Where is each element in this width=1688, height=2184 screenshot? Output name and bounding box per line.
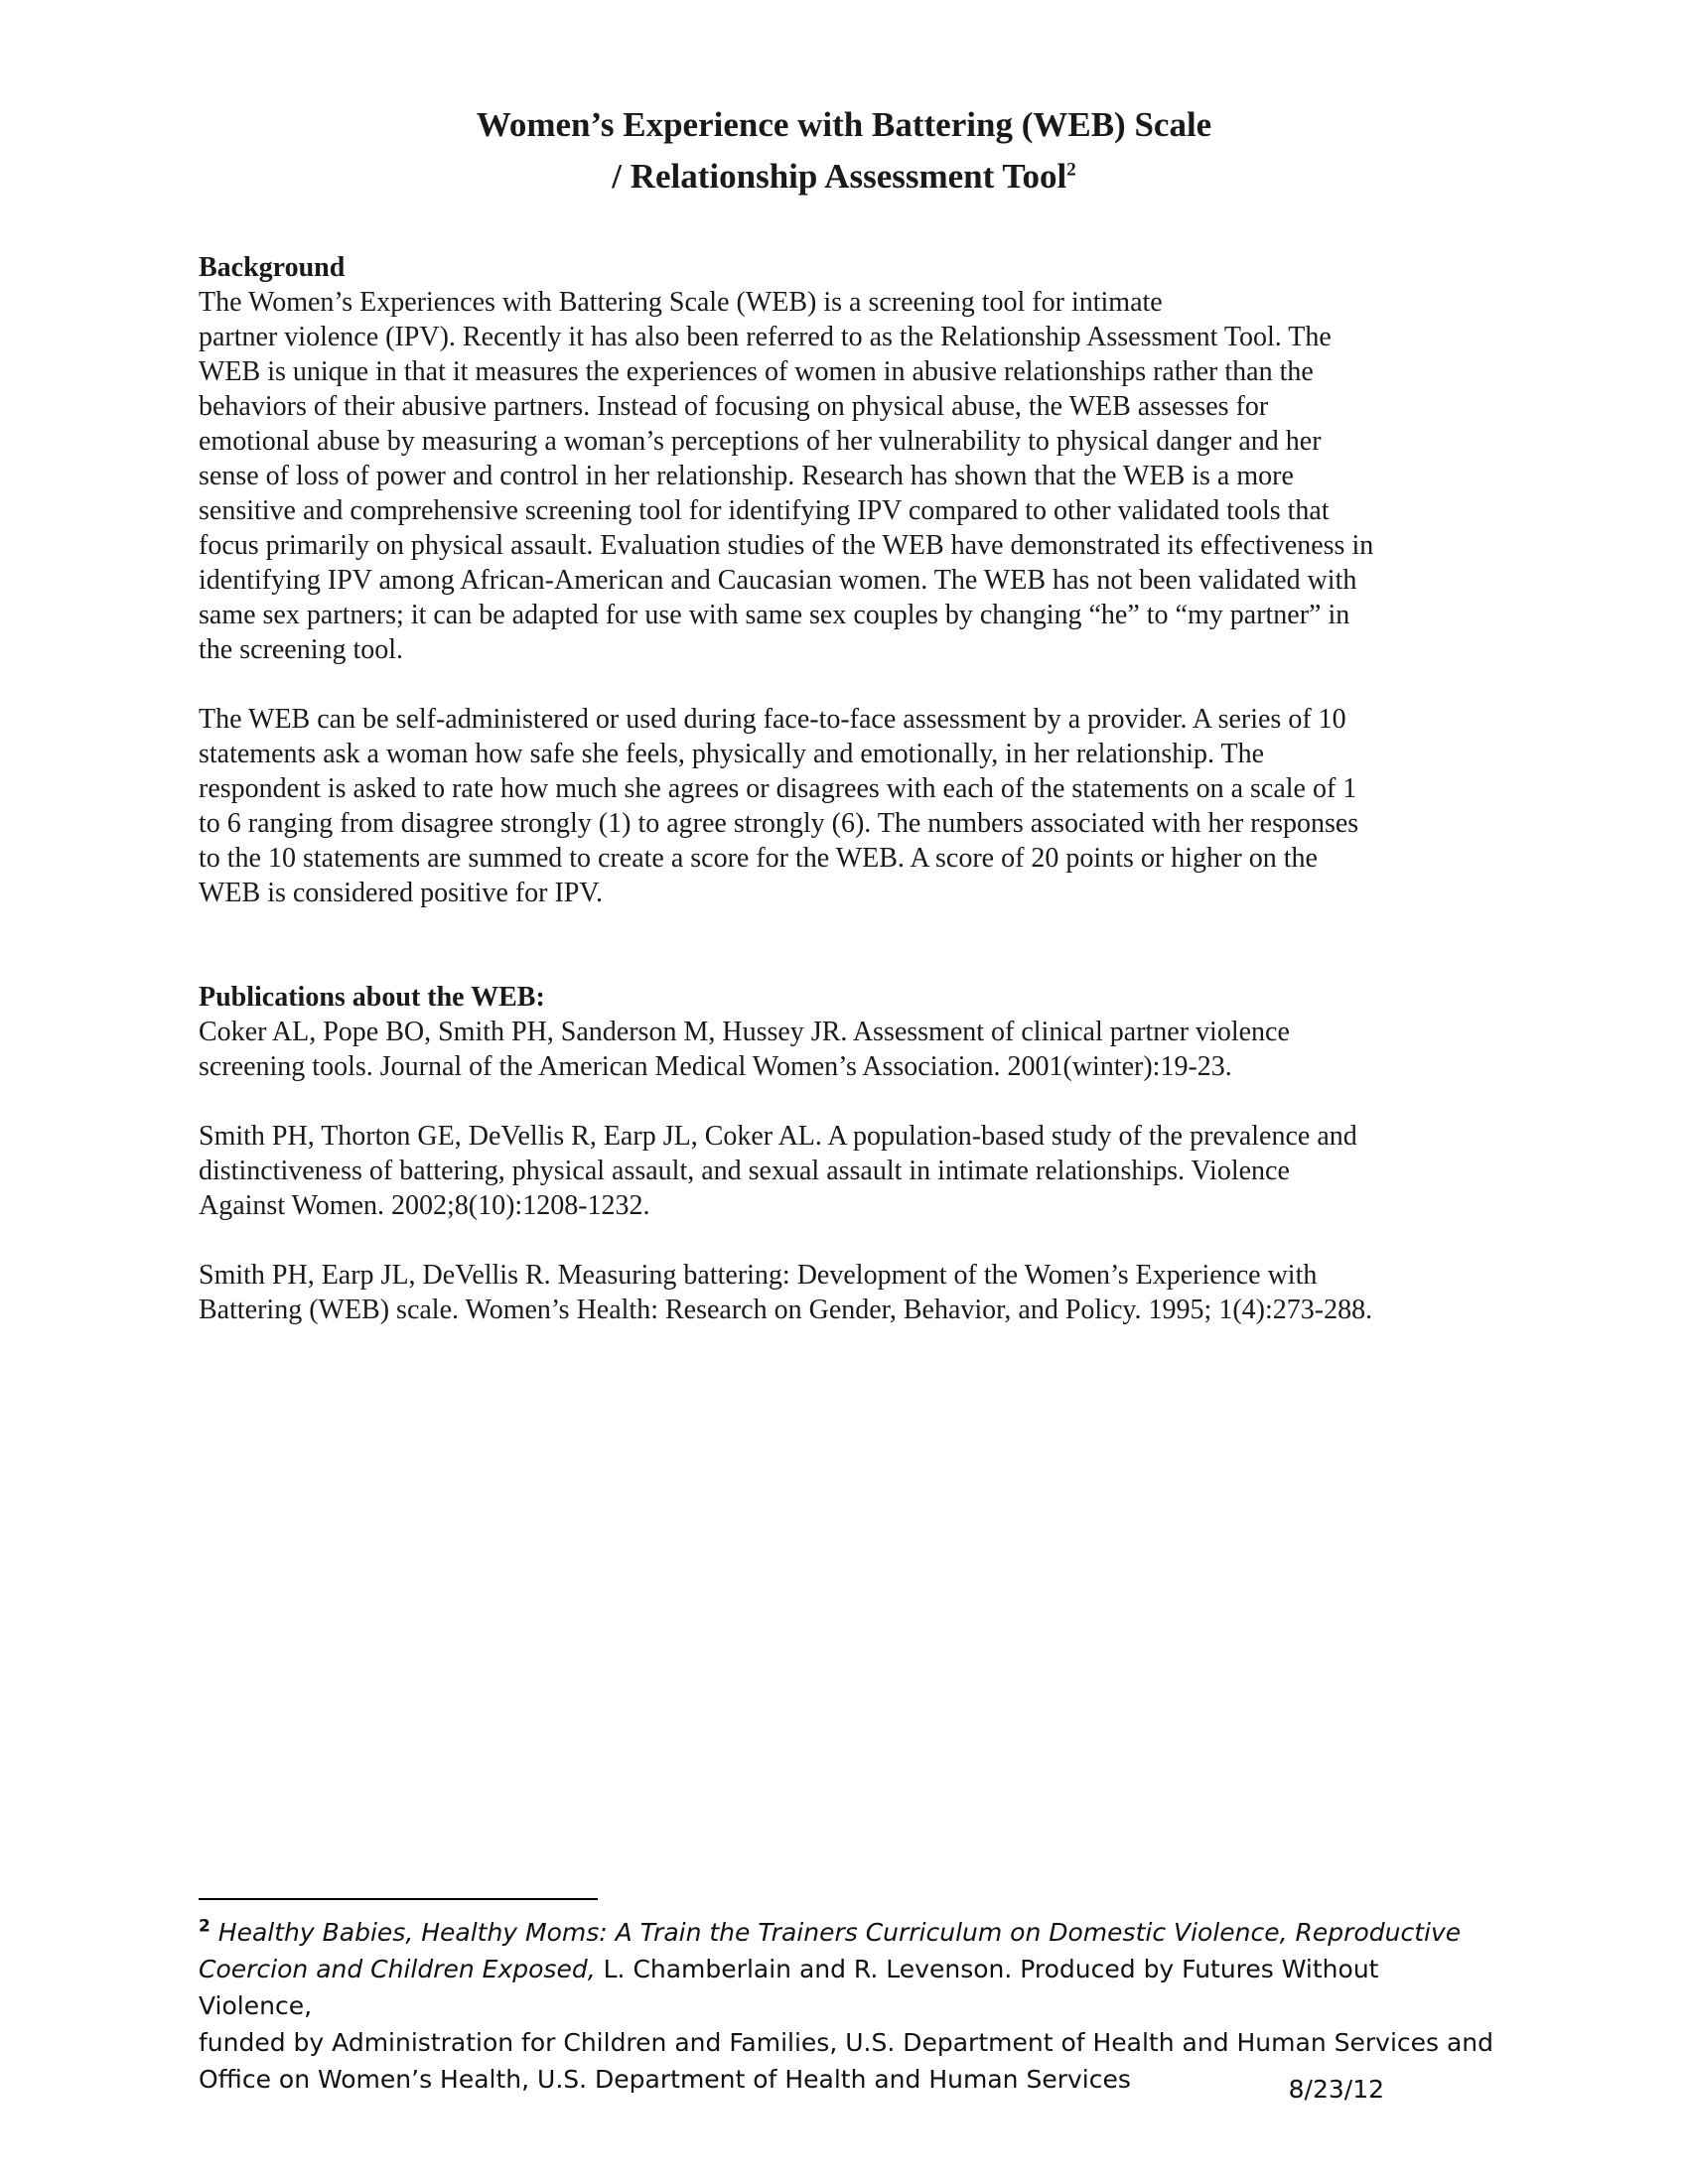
publication-ref-2 — [199, 1119, 1489, 1223]
publication-ref-1 — [199, 1015, 1489, 1084]
footnote — [199, 1914, 1499, 2098]
background-paragraph-2 — [199, 702, 1489, 910]
title-line-1: Women’s Experience with Battering (WEB) Scale — [476, 105, 1212, 144]
text-line: sensitive and comprehensive screening tool for identifying IPV compared to other validated tools that — [199, 495, 1330, 526]
text-line: Against Women. 2002;8(10):1208-1232. — [199, 1190, 650, 1221]
document-date: 8/23/12 — [1288, 2075, 1384, 2104]
publications-heading: Publications about the WEB: — [199, 982, 545, 1013]
text-line: respondent is asked to rate how much she agrees or disagrees with each of the statements on a scale of 1 — [199, 773, 1357, 804]
text-line: The Women’s Experiences with Battering Scale (WEB) is a screening tool for intimate — [199, 287, 1163, 318]
paragraph-spacer — [199, 667, 1489, 702]
section-spacer — [199, 910, 1489, 980]
text-line: Battering (WEB) scale. Women’s Health: Research on Gender, Behavior, and Policy. 1995; 1(4):273-288. — [199, 1295, 1373, 1325]
publication-ref-3 — [199, 1258, 1489, 1327]
text-line: Smith PH, Earp JL, DeVellis R. Measuring battering: Development of the Women’s Experience with — [199, 1260, 1318, 1291]
background-heading: Background — [199, 252, 346, 283]
text-line: identifying IPV among African-American and Caucasian women. The WEB has not been validated with — [199, 565, 1357, 596]
text-line: Smith PH, Thorton GE, DeVellis R, Earp JL, Coker AL. A population-based study of the prevalence and — [199, 1121, 1357, 1152]
footnote-line-1 — [199, 1914, 1499, 1951]
footnote-line-2 — [199, 1951, 1499, 2024]
text-line: to 6 ranging from disagree strongly (1) to agree strongly (6). The numbers associated with her responses — [199, 808, 1359, 839]
footnote-source-title-cont: Coercion and Children Exposed, — [199, 1955, 596, 1983]
footnote-source-title: Healthy Babies, Healthy Moms: A Train the Trainers Curriculum on Domestic Violence, Reproductive — [210, 1918, 1462, 1947]
footnote-divider — [199, 1898, 598, 1900]
title-footnote-ref[interactable]: 2 — [1066, 159, 1076, 181]
footnote-line-3: funded by Administration for Children and Families, U.S. Department of Health and Human Services and — [199, 2028, 1494, 2057]
text-line: statements ask a woman how safe she feels, physically and emotionally, in her relationship. The — [199, 739, 1265, 769]
footnote-marker: 2 — [199, 1916, 211, 1937]
text-line: Coker AL, Pope BO, Smith PH, Sanderson M, Hussey JR. Assessment of clinical partner violence — [199, 1017, 1290, 1047]
text-line: screening tools. Journal of the American Medical Women’s Association. 2001(winter):19-23. — [199, 1051, 1232, 1082]
text-line: emotional abuse by measuring a woman’s perceptions of her vulnerability to physical danger and her — [199, 426, 1322, 457]
text-line: distinctiveness of battering, physical assault, and sexual assault in intimate relationships. Violence — [199, 1156, 1290, 1186]
paragraph-spacer — [199, 1223, 1489, 1258]
text-line: to the 10 statements are summed to create a score for the WEB. A score of 20 points or higher on the — [199, 843, 1318, 874]
text-line: focus primarily on physical assault. Evaluation studies of the WEB have demonstrated its effectiveness in — [199, 530, 1374, 561]
text-line: WEB is unique in that it measures the experiences of women in abusive relationships rather than the — [199, 356, 1314, 387]
text-line: the screening tool. — [199, 634, 404, 665]
background-paragraph-1 — [199, 285, 1489, 667]
title-line-2 — [0, 151, 1688, 203]
text-line: sense of loss of power and control in her relationship. Research has shown that the WEB is a more — [199, 461, 1294, 491]
text-line: same sex partners; it can be adapted for use with same sex couples by changing “he” to “my partner” in — [199, 600, 1350, 630]
text-line: WEB is considered positive for IPV. — [199, 878, 603, 908]
footnote-authors: L. Chamberlain and R. Levenson. Produced by Futures Without Violence, — [199, 1955, 1379, 2020]
paragraph-spacer — [199, 1084, 1489, 1119]
document-title — [0, 99, 1688, 203]
text-line: The WEB can be self-administered or used during face-to-face assessment by a provider. A series of 10 — [199, 704, 1346, 735]
document-body — [199, 250, 1489, 1327]
footnote-line-4: Office on Women’s Health, U.S. Department of Health and Human Services — [199, 2065, 1131, 2094]
text-line: partner violence (IPV). Recently it has also been referred to as the Relationship Assessment Tool. The — [199, 322, 1332, 352]
title-line-2-text: / Relationship Assessment Tool — [612, 157, 1067, 196]
text-line: behaviors of their abusive partners. Instead of focusing on physical abuse, the WEB assesses for — [199, 391, 1269, 422]
